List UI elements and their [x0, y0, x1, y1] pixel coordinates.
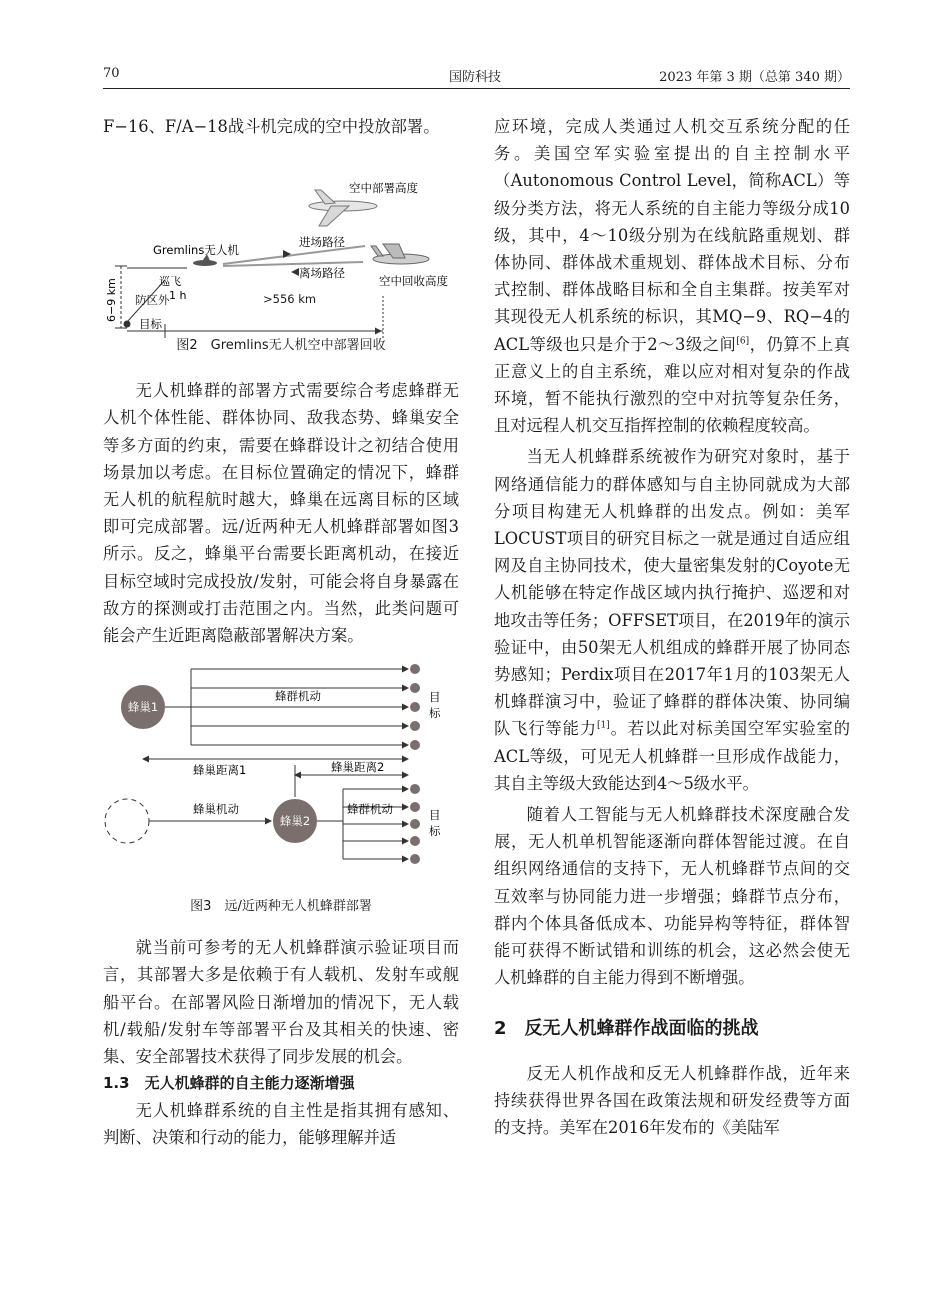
paragraph: 无人机蜂群的部署方式需要综合考虑蜂群无人机个体性能、群体协同、敌我态势、蜂巢安全等多方面的约束，需要在蜂群设计之初结合使用场景加以考虑。在目标位置确定的情况下，蜂群无人机的航程航时越大，蜂巢在远离目标的区域即可完成部署。远/近两种无人机蜂群部署如图3所示。反之，蜂巢平台需要长距离机动，在接近目标空域时完成投放/发射，可能会将自身暴露在敌方的探测或打击范围之内。当然，此类问题可能会产生近距离隐蔽部署解决方案。	[103, 381, 459, 646]
egress-label: 离场路径	[299, 266, 345, 281]
paragraph: F−16、F/A−18战斗机完成的空中投放部署。	[103, 117, 440, 136]
cruise-label: 巡飞	[159, 275, 181, 289]
hive-move-label: 蜂巢机动	[193, 802, 239, 817]
drone-label: Gremlins无人机	[153, 243, 239, 258]
target-marker	[124, 321, 131, 328]
ingress-label: 进场路径	[299, 235, 345, 250]
target-label: 目标	[139, 317, 162, 332]
journal-title: 国防科技	[448, 70, 501, 85]
header-rule	[103, 88, 850, 89]
paragraph: 就当前可参考的无人机蜂群演示验证项目而言，其部署大多是依赖于有人载机、发射车或舰船平台。在部署风险日渐增加的情况下，无人载机/载船/发射车等部署平台及其相关的快速、密集、安全部署技术获得了同步发展的机会。	[103, 938, 459, 1067]
figure-2-diagram	[103, 146, 459, 332]
paragraph: 无人机蜂群系统的自主性是指其拥有感知、判断、决策和行动的能力，能够理解并适	[103, 1101, 459, 1148]
figure-3-diagram	[103, 667, 459, 867]
target-label-2b: 标	[429, 824, 441, 839]
cargo-plane-icon	[371, 244, 429, 264]
distance2-label: 蜂巢距离2	[331, 760, 385, 775]
right-column	[494, 113, 850, 1141]
airliner-icon	[309, 190, 377, 226]
paragraph	[494, 113, 850, 439]
section-heading-1-3: 1.3 无人机蜂群的自主能力逐渐增强	[103, 1074, 355, 1093]
cruise-time-label: 1 h	[169, 289, 187, 303]
target-label-1b: 标	[429, 706, 441, 721]
text-run: 。若以此对标美国空军实验室的ACL等级，可见无人机蜂群一旦形成作战能力，其自主等级大致能达到4～5级水平。	[494, 719, 850, 793]
distance1-label: 蜂巢距离1	[193, 763, 247, 778]
text-run: 当无人机蜂群系统被作为研究对象时，基于网络通信能力的群体感知与自主协同就成为大部分项目构建无人机蜂群的出发点。例如：美军LOCUST项目的研究目标之一就是通过自适应组网及自主协同技术，使大量密集发射的Coyote无人机能够在特定作战区域内执行掩护、巡逻和对地攻击等任务；OFFSET项目，在2019年的演示验证中，由50架无人机组成的蜂群开展了协同态势感知；Perdix项目在2017年1月的103架无人机蜂群演习中，验证了蜂群的群体决策、协同编队飞行等能力	[494, 447, 850, 739]
hive1-label: 蜂巢1	[127, 700, 159, 715]
deploy-altitude-label: 空中部署高度	[349, 181, 418, 196]
hive-origin-dashed	[105, 799, 149, 843]
paragraph: 反无人机作战和反无人机蜂群作战，近年来持续获得世界各国在政策法规和研发经费等方面的支持。美军在2016年发布的《美陆军	[494, 1063, 850, 1137]
paragraph	[494, 443, 850, 797]
target-label-1a: 目	[429, 690, 441, 705]
page-number: 70	[103, 66, 120, 81]
range-label: >556 km	[263, 292, 317, 307]
standoff-label-text: 防区外	[135, 293, 170, 308]
figure-3-caption: 图3 远/近两种无人机蜂群部署	[190, 899, 372, 915]
text-run: ，仍算不上真正意义上的自主系统，难以应对相对复杂的作战环境，暂不能执行激烈的空中对抗等复杂任务，且对远程人机交互指挥控制的依赖程度较高。	[494, 334, 850, 436]
hive2-label: 蜂巢2	[279, 814, 311, 829]
figure-2-caption: 图2 Gremlins无人机空中部署回收	[176, 338, 386, 354]
citation-6[interactable]: [6]	[736, 336, 750, 347]
section-heading-2: 2 反无人机蜂群作战面临的挑战	[494, 1017, 759, 1039]
citation-1[interactable]: [1]	[596, 721, 610, 732]
swarm-move-label-2: 蜂群机动	[347, 802, 393, 817]
text-run: 应环境，完成人类通过人机交互系统分配的任务。美国空军实验室提出的自主控制水平（Autonomous Control Level，简称ACL）等级分类方法，将无人系统的自主能力等级分成10级，其中，4～10级分别为在线航路重规划、群体协同、群体战术重规划、群体战术目标、分布式控制、群体战略目标和全自主集群。按美军对其现役无人机系统的标识，其MQ−9、RQ−4的ACL等级也只是介于2～3级之间	[494, 117, 850, 354]
swarm-move-label-1: 蜂群机动	[275, 689, 321, 704]
target-label-2a: 目	[429, 808, 441, 823]
issue-info: 2023 年第 3 期（总第 340 期）	[659, 70, 850, 85]
paragraph: 随着人工智能与无人机蜂群技术深度融合发展，无人机单机智能逐渐向群体智能过渡。在自组织网络通信的支持下，无人机蜂群节点间的交互效率与协同能力进一步增强；蜂群节点分布，群内个体具备低成本、功能异构等特征，群体智能可获得不断试错和训练的机会，这必然会使无人机蜂群的自主能力得到不断增强。	[494, 805, 850, 988]
recover-altitude-label: 空中回收高度	[379, 274, 448, 289]
left-column	[103, 113, 459, 1152]
altitude-label: 6−9 km	[105, 278, 118, 323]
target-dots-2	[410, 784, 420, 864]
target-dots-1	[410, 664, 420, 750]
